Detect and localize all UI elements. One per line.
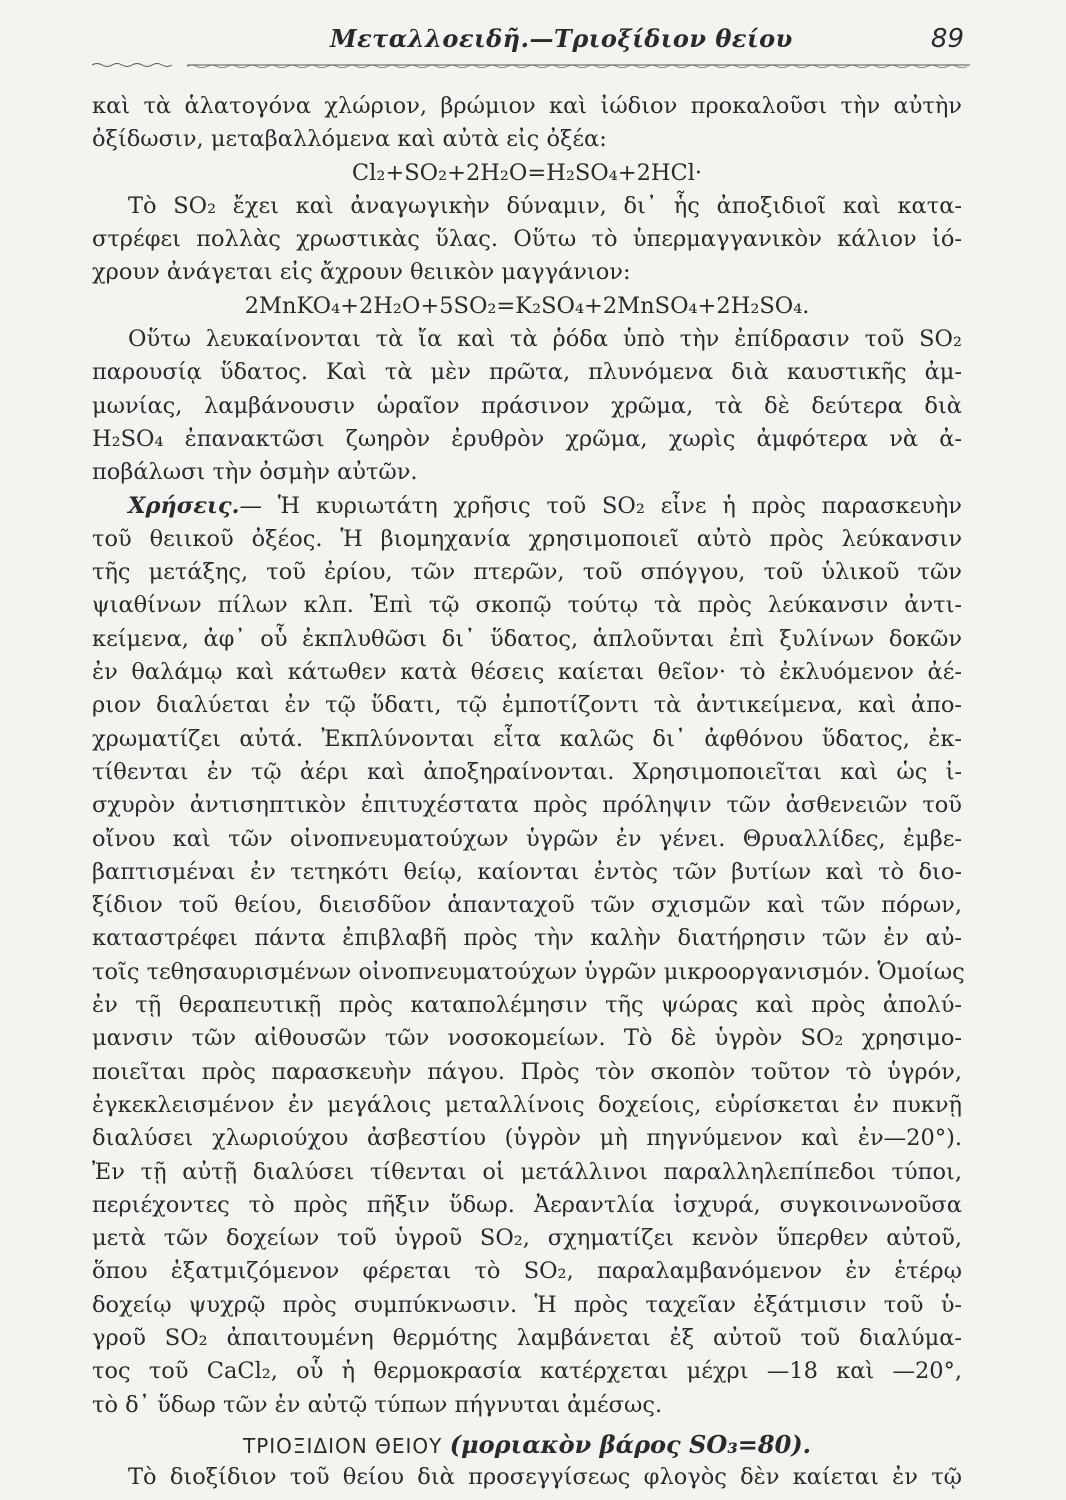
text-line: ψιαθίνων πίλων κλπ. Ἐπὶ τῷ σκοπῷ τούτῳ τὰ πρὸς λεύκανσιν ἀντι- — [92, 592, 962, 619]
text-line: περιέχοντες τὸ πρὸς πῆξιν ὕδωρ. Ἀεραντλία ἰσχυρά, συγκοινωνοῦσα — [92, 1191, 962, 1218]
text-line: δοχείῳ ψυχρῷ πρὸς συμπύκνωσιν. Ἡ πρὸς ταχεῖαν ἐξάτμισιν τοῦ ὑ- — [92, 1291, 962, 1318]
text-line: Τὸ διοξίδιον τοῦ θείου διὰ προσεγγίσεως φλογὸς δὲν καίεται ἐν τῷ — [128, 1464, 962, 1491]
section-heading — [92, 1428, 962, 1461]
text-line: ριον διαλύεται ἐν τῷ ὕδατι, τῷ ἐμποτίζοντι τὰ ἀντικείμενα, καὶ ἀπο- — [92, 692, 962, 719]
text-line: τος τοῦ CaCl₂, οὗ ἡ θερμοκρασία κατέρχεται μέχρι —18 καὶ —20°, — [92, 1358, 962, 1385]
text-line: οἴνου καὶ τῶν οἰνοπνευματούχων ὑγρῶν ἐν γένει. Θρυαλλίδες, ἐμβε- — [92, 825, 962, 852]
text-line: κείμενα, ἀφ᾽ οὗ ἐκπλυθῶσι δι᾽ ὕδατος, ἁπλοῦνται ἐπὶ ξυλίνων δοκῶν — [92, 625, 962, 652]
text-line: τοῦ θειικοῦ ὀξέος. Ἡ βιομηχανία χρησιμοποιεῖ αὐτὸ πρὸς λεύκανσιν — [92, 525, 962, 552]
text-line — [92, 490, 962, 523]
section-formula: (μοριακὸν βάρος SO₃=80). — [449, 1429, 811, 1459]
text-line: ξίδιον τοῦ θείου, διεισδῦον ἁπανταχοῦ τῶν σχισμῶν καὶ τῶν πόρων, — [92, 892, 962, 919]
text-line: Ἐν τῇ αὐτῇ διαλύσει τίθενται οἱ μετάλλινοι παραλληλεπίπεδοι τύποι, — [92, 1158, 962, 1185]
text-line: χρωματίζει αὐτά. Ἐκπλύνονται εἶτα καλῶς δι᾽ ἀφθόνου ὕδατος, ἐκ- — [92, 725, 962, 752]
section-title: ΤΡΙΟΞΙΔΙΟΝ ΘΕΙΟΥ — [243, 1433, 443, 1458]
body-text — [92, 90, 965, 1494]
text-line: μανσιν τῶν αἰθουσῶν τῶν νοσοκομείων. Τὸ δὲ ὑγρὸν SO₂ χρησιμο- — [92, 1025, 962, 1052]
text-line: ἐν θαλάμῳ καὶ κάτωθεν κατὰ θέσεις καίεται θεῖον· τὸ ἐκλυόμενον ἀέ- — [92, 659, 962, 686]
text-line: τῆς μετάξης, τοῦ ἐρίου, τῶν πτερῶν, τοῦ σπόγγου, τοῦ ὑλικοῦ τῶν — [92, 559, 962, 586]
running-title: Μεταλλοειδῆ.—Τριοξίδιον θείου — [330, 24, 793, 53]
chemical-equation: Cl₂+SO₂+2H₂O=H₂SO₄+2HCl· — [351, 159, 703, 186]
text-line: ἐν τῇ θεραπευτικῇ πρὸς καταπολέμησιν τῆς ψώρας καὶ πρὸς ἀπολύ- — [92, 992, 962, 1019]
text-line: Οὕτω λευκαίνονται τὰ ἴα καὶ τὰ ῥόδα ὑπὸ τὴν ἐπίδρασιν τοῦ SO₂ — [128, 326, 962, 353]
text-line: σχυρὸν ἀντισηπτικὸν ἐπιτυχέστατα πρὸς πρόληψιν τῶν ἀσθενειῶν τοῦ — [92, 792, 962, 819]
chemical-equation: 2MnKO₄+2H₂O+5SO₂=K₂SO₄+2MnSO₄+2H₂SO₄. — [244, 292, 810, 319]
text-line: παρουσίᾳ ὕδατος. Καὶ τὰ μὲν πρῶτα, πλυνόμενα διὰ καυστικῆς ἀμ- — [92, 359, 962, 386]
text-line: μωνίας, λαμβάνουσιν ὡραῖον πράσινον χρῶμα, τὰ δὲ δεύτερα διὰ — [92, 392, 962, 419]
text-line: διαλύσει χλωριούχου ἀσβεστίου (ὑγρὸν μὴ πηγνύμενον καὶ ἐν—20°). — [92, 1125, 962, 1152]
page-number: 89 — [930, 24, 964, 54]
text-line: τοῖς τεθησαυρισμένων οἰνοπνευματούχων ὑγρῶν μικροοργανισμόν. Ὁμοίως — [92, 958, 965, 985]
text-line: ποβάλωσι τὴν ὀσμὴν αὐτῶν. — [92, 459, 418, 486]
page-header — [92, 24, 970, 58]
text-line: χρουν ἀνάγεται εἰς ἄχρουν θειικὸν μαγγάνιον: — [92, 259, 631, 286]
uses-label: Χρήσεις. — [128, 492, 240, 519]
text-line: στρέφει πολλὰς χρωστικὰς ὕλας. Οὕτω τὸ ὑπερμαγγανικὸν κάλιον ἰό- — [92, 226, 962, 253]
text-line: ἐγκεκλεισμένον ἐν μεγάλοις μεταλλίνοις δοχείοις, εὑρίσκεται ἐν πυκνῇ — [92, 1091, 962, 1118]
text-line: τίθενται ἐν τῷ ἀέρι καὶ ἀποξηραίνονται. Χρησιμοποιεῖται καὶ ὡς ἰ- — [92, 758, 962, 785]
text-line: βαπτισμέναι ἐν τετηκότι θείῳ, καίονται ἐντὸς τῶν βυτίων καὶ τὸ διο- — [92, 858, 962, 885]
uses-text: — Ἡ κυριωτάτη χρῆσις τοῦ SO₂ εἶνε ἡ πρὸς παρασκευὴν — [239, 492, 962, 519]
text-line: H₂SO₄ ἐπανακτῶσι ζωηρὸν ἐρυθρὸν χρῶμα, χωρὶς ἀμφότερα νὰ ἀ- — [92, 425, 962, 452]
decorative-wavy-rule — [92, 62, 970, 68]
text-line: μετὰ τῶν δοχείων τοῦ ὑγροῦ SO₂, σχηματίζει κενὸν ὕπερθεν αὐτοῦ, — [92, 1225, 962, 1252]
text-line: τὸ δ᾽ ὕδωρ τῶν ἐν αὐτῷ τύπων πήγνυται ἀμέσως. — [92, 1391, 663, 1418]
text-line: ὀξίδωσιν, μεταβαλλόμενα καὶ αὐτὰ εἰς ὀξέα: — [92, 126, 607, 153]
text-line: Τὸ SO₂ ἔχει καὶ ἀναγωγικὴν δύναμιν, δι᾽ ἧς ἀποξιδιοῖ καὶ κατα- — [128, 192, 962, 219]
text-line: ὅπου ἐξατμιζόμενον φέρεται τὸ SO₂, παραλαμβανόμενον ἐν ἑτέρῳ — [92, 1258, 962, 1285]
text-line: καὶ τὰ ἁλατογόνα χλώριον, βρώμιον καὶ ἰώδιον προκαλοῦσι τὴν αὐτὴν — [92, 93, 962, 119]
text-line: καταστρέφει πάντα ἐπιβλαβῆ πρὸς τὴν καλὴν διατήρησιν τῶν ἐν αὐ- — [92, 925, 962, 952]
text-line: γροῦ SO₂ ἀπαιτουμένη θερμότης λαμβάνεται ἐξ αὐτοῦ τοῦ διαλύμα- — [92, 1324, 962, 1351]
text-line: ποιεῖται πρὸς παρασκευὴν πάγου. Πρὸς τὸν σκοπὸν τοῦτον τὸ ὑγρόν, — [92, 1058, 962, 1085]
